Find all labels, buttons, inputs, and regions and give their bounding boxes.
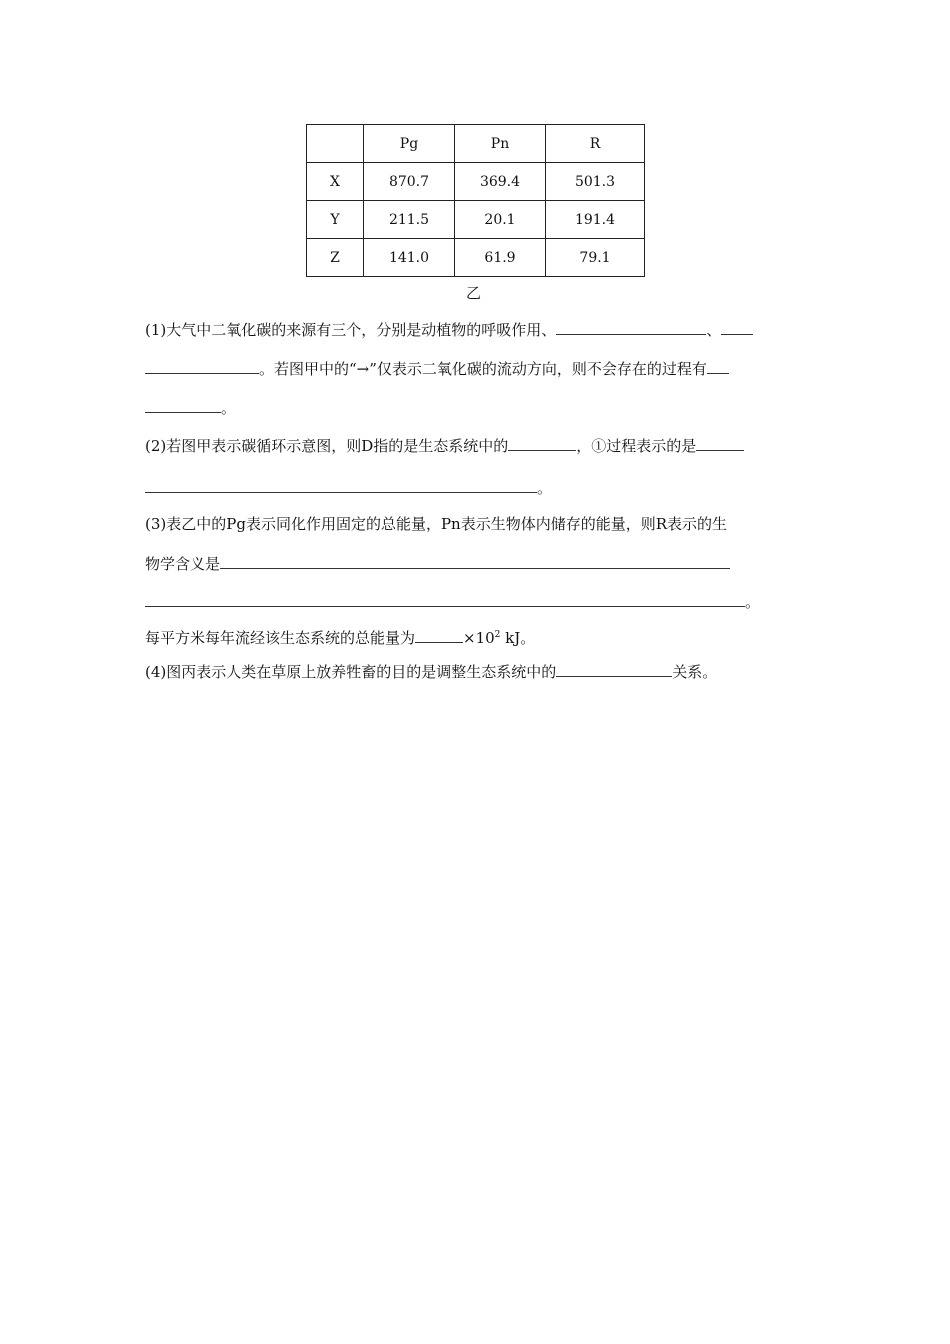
q1-text-a: (1)大气中二氧化碳的来源有三个，分别是动植物的呼吸作用、 [145,321,557,339]
q4-text-a: (4)图丙表示人类在草原上放养牲畜的目的是调整生态系统中的 [145,663,557,681]
answer-blank[interactable] [696,436,744,451]
question-3-line-3 [145,592,760,612]
q4-text-b: 关系。 [672,663,718,681]
table-cell: 369.4 [455,163,546,201]
q3-text-d: 每平方米每年流经该生态系统的总能量为 [145,629,416,647]
q3-text-e: ×10 [463,629,495,647]
answer-blank[interactable] [145,359,259,374]
question-3-line-1 [145,514,727,534]
answer-blank[interactable] [145,398,221,413]
table-row [307,163,645,201]
table-cell: Y [307,201,364,239]
q3-text-a: (3)表乙中的Pg表示同化作用固定的总能量，Pn表示生物体内储存的能量，则R表示的生 [145,515,727,533]
answer-blank[interactable] [415,628,463,643]
q2-text-a: (2)若图甲表示碳循环示意图，则D指的是生态系统中的 [145,437,509,455]
q3-text-f: kJ。 [500,629,536,647]
table-cell: 191.4 [546,201,645,239]
question-3-line-2 [145,554,730,574]
answer-blank[interactable] [556,320,706,335]
answer-blank[interactable] [556,662,672,677]
table-header-row [307,125,645,163]
table-cell: 211.5 [364,201,455,239]
question-1-line-2 [145,359,729,379]
table-row [307,201,645,239]
header-cell [307,125,364,163]
q1-text-c: 。 [221,399,237,417]
answer-blank[interactable] [145,478,537,493]
answer-blank[interactable] [721,320,753,335]
q2-text-b: ，①过程表示的是 [576,437,697,455]
q2-text-c: 。 [537,479,553,497]
question-4-line-1 [145,662,717,682]
table-cell: 61.9 [455,239,546,277]
data-table [306,124,645,277]
q3-text-b: 物学含义是 [145,555,221,573]
table-cell: X [307,163,364,201]
table-row [307,239,645,277]
header-cell: Pn [455,125,546,163]
question-2-line-1 [145,436,744,456]
table-cell: 870.7 [364,163,455,201]
question-1-line-3 [145,398,236,418]
q3-exponent: 2 [494,630,501,640]
q1-sep: 、 [706,321,722,339]
question-2-line-2 [145,478,552,498]
answer-blank[interactable] [220,554,730,569]
question-3-line-4 [145,625,535,648]
header-cell: Pg [364,125,455,163]
table-cell: 141.0 [364,239,455,277]
table-cell: 20.1 [455,201,546,239]
answer-blank[interactable] [707,359,729,374]
q3-text-c: 。 [745,593,761,611]
answer-blank[interactable] [508,436,576,451]
header-cell: R [546,125,645,163]
table-cell: 501.3 [546,163,645,201]
table-caption: 乙 [466,284,482,302]
question-1-line-1 [145,320,753,340]
table-cell: 79.1 [546,239,645,277]
answer-blank[interactable] [145,592,745,607]
q1-text-b: 。若图甲中的“→”仅表示二氧化碳的流动方向，则不会存在的过程有 [259,360,707,378]
table-cell: Z [307,239,364,277]
